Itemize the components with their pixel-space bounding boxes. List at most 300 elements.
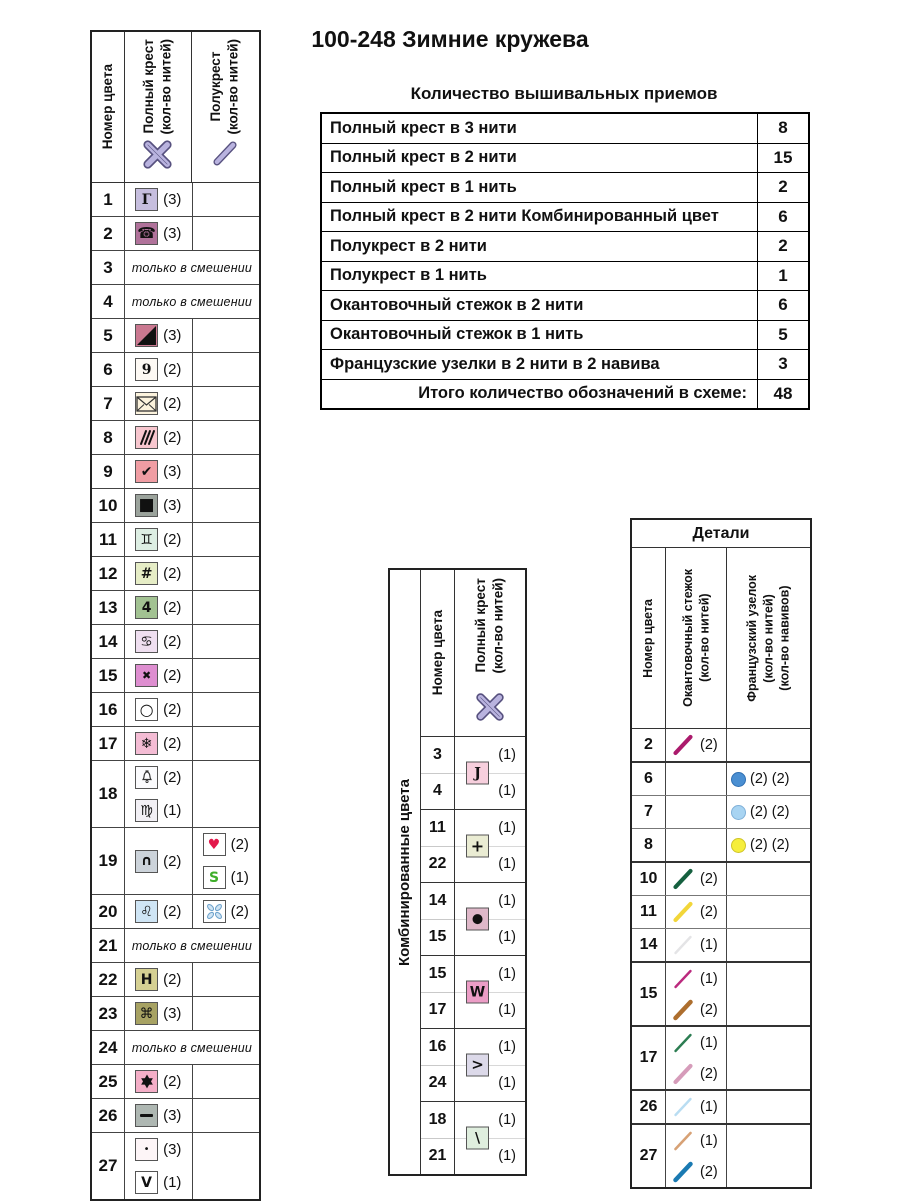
legend-half-cross-cell	[193, 217, 260, 250]
legend-entry	[125, 523, 192, 556]
stitch-symbol-glyph: ♊	[140, 531, 153, 548]
stitch-symbol	[466, 762, 489, 785]
legend-half-cross-cell	[193, 693, 260, 726]
combined-group-numbers	[421, 810, 455, 882]
thread-count: (3)	[163, 497, 182, 514]
legend-color-number: 17	[92, 727, 125, 760]
envelope-icon	[136, 396, 157, 412]
thread-count: (2)	[700, 871, 718, 887]
full-cross-icon	[140, 137, 175, 172]
legend-color-number: 24	[92, 1031, 125, 1064]
vertical-header-line: (кол-во нитей)	[491, 578, 506, 674]
legend-color-number: 13	[92, 591, 125, 624]
counts-row-value: 6	[757, 291, 808, 320]
legend-row	[92, 250, 259, 284]
details-backstitch-cell	[666, 829, 727, 861]
backstitch-stroke-icon	[670, 1094, 696, 1120]
legend-full-cross-cell	[125, 659, 193, 692]
lines3-symbol	[135, 426, 158, 449]
counts-row	[322, 172, 808, 202]
legend-half-cross-cell	[193, 727, 260, 760]
stitch-symbol-glyph: 4	[141, 599, 152, 616]
legend-full-cross-cell	[125, 319, 193, 352]
combined-group-row	[421, 1028, 525, 1101]
stitch-symbol-glyph: ❄	[140, 735, 153, 752]
stitch-symbol-glyph: V	[141, 1174, 152, 1191]
thread-count: (2)	[163, 599, 182, 616]
counts-row	[322, 379, 808, 409]
legend-half-cross-cell	[193, 489, 260, 522]
env-symbol	[135, 392, 158, 415]
bell-icon	[137, 768, 157, 788]
full-cross-header	[140, 39, 175, 135]
combined-group-row	[421, 809, 525, 882]
stitch-symbol-glyph: Г	[141, 191, 152, 208]
details-header-french-knot	[727, 548, 810, 728]
stitch-symbol-glyph: ♥	[207, 836, 221, 853]
counts-row	[322, 349, 808, 379]
vertical-header-line: Полный крест	[473, 578, 489, 673]
legend-full-cross-cell	[125, 828, 193, 894]
backstitch-stroke-icon	[670, 1061, 696, 1087]
counts-row-value: 15	[757, 144, 808, 173]
backstitch-entry	[666, 994, 726, 1025]
details-backstitch-cell	[666, 763, 727, 795]
combined-symbol-cell	[455, 1029, 525, 1101]
legend-entry	[193, 861, 260, 894]
legend-entry	[125, 557, 192, 590]
combined-header-color-number	[421, 570, 455, 736]
combined-color-number: 15	[421, 919, 454, 956]
thread-count: (2)	[163, 565, 182, 582]
legend-row	[92, 1030, 259, 1064]
details-row	[632, 828, 810, 861]
legend-full-cross-cell	[125, 1065, 193, 1098]
thread-count: (2)	[163, 903, 182, 920]
legend-row	[92, 928, 259, 962]
combined-symbol-cell	[455, 810, 525, 882]
details-french-knot-cell	[727, 796, 810, 828]
stitch-symbol	[135, 1138, 158, 1161]
counts-row-label: Полукрест в 2 нити	[330, 236, 487, 255]
vertical-header-line: Окантовочный стежок	[680, 569, 695, 707]
backstitch-entry	[666, 1058, 726, 1089]
counts-row-value: 2	[757, 173, 808, 202]
bar-icon	[140, 1114, 153, 1118]
details-row	[632, 1025, 810, 1089]
combined-color-number: 18	[428, 1110, 447, 1128]
thread-count: (3)	[163, 1107, 182, 1124]
details-row	[632, 1089, 810, 1123]
details-french-knot-cell	[727, 929, 810, 961]
backstitch-stroke-icon	[670, 899, 696, 925]
stitch-symbol-glyph: S	[209, 869, 220, 886]
stitch-symbol-glyph: ⌘	[139, 1005, 154, 1022]
french-knot-dot	[731, 838, 746, 853]
thread-count: (3)	[163, 1005, 182, 1022]
details-title: Детали	[632, 520, 810, 548]
vertical-header-line: Французский узелок	[745, 574, 760, 702]
thread-count: (2)	[163, 769, 182, 786]
thread-count: (1)	[498, 819, 516, 836]
legend-row	[92, 420, 259, 454]
details-french-knot-cell	[727, 896, 810, 928]
backstitch-header	[680, 569, 713, 707]
legend-color-number: 1	[92, 183, 125, 216]
legend-color-number: 4	[92, 285, 125, 318]
backstitch-entry	[666, 963, 726, 994]
vertical-header-line: (кол-во нитей)	[158, 39, 174, 135]
legend-full-cross-cell	[125, 217, 193, 250]
thread-count: (1)	[455, 773, 525, 810]
legend-color-number: 26	[92, 1099, 125, 1132]
thread-count: (2)	[163, 701, 182, 718]
details-backstitch-cell	[666, 1091, 727, 1123]
legend-row	[92, 556, 259, 590]
color-legend-table	[90, 30, 261, 1201]
legend-half-cross-cell	[193, 353, 260, 386]
legend-row	[92, 726, 259, 760]
legend-header-half-cross	[192, 32, 259, 182]
combined-symbol-cell	[455, 737, 525, 809]
legend-row	[92, 454, 259, 488]
mix-only-note: только в смешении	[131, 1040, 253, 1055]
combined-color-number: 16	[428, 1037, 447, 1055]
legend-row	[92, 386, 259, 420]
legend-half-cross-cell	[193, 761, 260, 827]
counts-row-value: 3	[757, 350, 808, 379]
legend-row	[92, 352, 259, 386]
details-backstitch-cell	[666, 863, 727, 895]
half-cross-icon-wrap	[209, 137, 241, 174]
stitch-symbol	[466, 1054, 489, 1077]
counts-row-label: Окантовочный стежок в 1 нить	[330, 325, 584, 344]
thread-count: (2)	[163, 971, 182, 988]
combined-color-number: 17	[421, 992, 454, 1029]
stitch-symbol-glyph: ♍	[140, 802, 153, 819]
legend-color-number: 27	[92, 1133, 125, 1199]
thread-count: (1)	[455, 919, 525, 956]
combined-group-row	[421, 737, 525, 809]
legend-half-cross-cell	[193, 1133, 260, 1199]
french-knot-dot	[731, 805, 746, 820]
legend-entry	[193, 828, 260, 861]
stitch-symbol	[135, 222, 158, 245]
backstitch-stroke-icon	[670, 966, 696, 992]
stitch-symbol-glyph: >	[471, 1055, 484, 1074]
counts-row	[322, 114, 808, 143]
counts-row-label: Полный крест в 2 нити	[330, 148, 517, 167]
details-french-knot-cell	[727, 729, 810, 761]
combined-symbol-cell	[455, 956, 525, 1028]
details-row	[632, 861, 810, 895]
combined-colors-label	[395, 779, 415, 966]
backstitch-stroke-icon	[670, 1159, 696, 1185]
legend-full-cross-cell	[125, 421, 193, 454]
combined-header	[421, 570, 525, 737]
legend-color-number: 16	[92, 693, 125, 726]
counts-row	[322, 320, 808, 350]
french-knot-entry	[727, 829, 810, 861]
details-row	[632, 1123, 810, 1187]
stitch-symbol-glyph: ☎	[137, 224, 156, 242]
details-backstitch-cell	[666, 963, 727, 1025]
legend-half-cross-cell	[193, 625, 260, 658]
vertical-header-line: Номер цвета	[641, 598, 656, 678]
legend-row	[92, 183, 259, 216]
tri-symbol	[135, 324, 158, 347]
legend-entry	[125, 591, 192, 624]
stitch-symbol-glyph: ●	[471, 911, 484, 927]
details-french-knot-cell	[727, 829, 810, 861]
stitch-symbol-glyph: ○	[139, 699, 154, 719]
combined-color-number: 24	[421, 1065, 454, 1102]
combined-group-numbers	[421, 1029, 455, 1101]
counts-row-label: Полный крест в 3 нити	[330, 118, 517, 137]
thread-count: (2)	[230, 903, 249, 920]
legend-half-cross-cell	[193, 523, 260, 556]
backstitch-entry	[666, 896, 726, 928]
combined-group-row	[421, 955, 525, 1028]
combined-colors-table	[388, 568, 527, 1176]
stitch-symbol	[466, 1127, 489, 1150]
legend-entry	[125, 387, 192, 420]
legend-entry	[125, 963, 192, 996]
combined-group-row	[421, 1101, 525, 1174]
legend-entry	[125, 319, 192, 352]
legend-full-cross-cell	[125, 387, 193, 420]
legend-color-number: 15	[92, 659, 125, 692]
thread-count: (2)	[230, 836, 249, 853]
legend-full-cross-cell	[125, 523, 193, 556]
thread-count: (1)	[700, 1034, 718, 1051]
combined-group-numbers	[421, 956, 455, 1028]
stitch-symbol	[135, 460, 158, 483]
stitch-symbol	[466, 981, 489, 1004]
thread-count: (1)	[700, 1099, 718, 1115]
stitch-symbol	[135, 528, 158, 551]
details-row	[632, 761, 810, 795]
legend-row	[92, 624, 259, 658]
thread-count: (3)	[163, 1141, 182, 1158]
stitch-symbol-glyph: H	[140, 971, 153, 988]
vertical-header-line: (кол-во навивов)	[777, 585, 792, 691]
thread-count: (2)	[163, 633, 182, 650]
combined-color-number: 3	[433, 745, 442, 763]
legend-color-number: 14	[92, 625, 125, 658]
legend-entry	[125, 997, 192, 1030]
backstitch-stroke-icon	[670, 1128, 696, 1154]
legend-row	[92, 1064, 259, 1098]
details-backstitch-cell	[666, 729, 727, 761]
legend-header-color-number	[92, 32, 125, 182]
legend-row	[92, 488, 259, 522]
counts-row-label: Французские узелки в 2 нити в 2 навива	[330, 354, 660, 373]
legend-color-number: 20	[92, 895, 125, 928]
legend-full-cross-cell	[125, 455, 193, 488]
thread-count: (2)	[700, 1065, 718, 1082]
details-color-number: 27	[632, 1125, 666, 1187]
thread-count: (2)	[163, 852, 182, 870]
vertical-header-line: Полный крест	[141, 39, 157, 134]
stitch-symbol	[466, 908, 489, 931]
half-cross-icon	[209, 137, 241, 169]
details-backstitch-cell	[666, 1125, 727, 1187]
stitch-symbol	[135, 188, 158, 211]
triple-lines-icon	[136, 427, 157, 448]
legend-full-cross-cell	[125, 353, 193, 386]
half-cross-header	[207, 39, 242, 135]
legend-half-cross-cell	[193, 183, 260, 216]
details-color-number: 11	[632, 896, 666, 928]
legend-entry	[125, 659, 192, 692]
legend-full-cross-cell	[125, 489, 193, 522]
thread-count: (2)	[163, 395, 182, 412]
details-row	[632, 928, 810, 961]
combined-color-number: 14	[428, 891, 447, 909]
backstitch-stroke-icon	[670, 732, 696, 758]
thread-count: (3)	[163, 225, 182, 242]
mix-only-note: только в смешении	[131, 294, 253, 309]
backstitch-entry	[666, 1156, 726, 1187]
counts-row	[322, 261, 808, 291]
counts-row-value: 2	[757, 232, 808, 261]
legend-color-number: 3	[92, 251, 125, 284]
thread-count: (3)	[163, 191, 182, 208]
stitch-symbol	[135, 732, 158, 755]
stitch-symbol	[135, 596, 158, 619]
backstitch-entry	[666, 729, 726, 761]
thread-count: (1)	[700, 1132, 718, 1149]
thread-count: (1)	[163, 802, 182, 819]
pin-symbol	[203, 900, 226, 923]
thread-count: (2) (2)	[750, 837, 790, 853]
legend-entry	[125, 828, 192, 894]
combined-symbol-cell	[455, 1102, 525, 1174]
details-table	[630, 518, 812, 1189]
legend-row	[92, 1098, 259, 1132]
details-backstitch-cell	[666, 896, 727, 928]
backstitch-stroke-icon	[670, 866, 696, 892]
legend-header	[92, 32, 259, 183]
legend-color-number: 19	[92, 828, 125, 894]
legend-entry	[125, 353, 192, 386]
vertical-header-line: (кол-во нитей)	[761, 593, 776, 683]
legend-row	[92, 962, 259, 996]
counts-row-value: 48	[757, 380, 808, 409]
details-color-number: 14	[632, 929, 666, 961]
legend-color-number: 8	[92, 421, 125, 454]
full-cross-header	[472, 578, 507, 674]
legend-entry	[125, 183, 192, 216]
thread-count: (1)	[700, 970, 718, 987]
full-cross-icon	[473, 690, 507, 724]
counts-row-label: Полный крест в 1 нить	[330, 177, 517, 196]
legend-half-cross-cell	[193, 591, 260, 624]
thread-count: (1)	[455, 992, 525, 1029]
thread-count: (2)	[700, 737, 718, 753]
legend-row	[92, 827, 259, 894]
thread-count: (1)	[498, 1038, 516, 1055]
counts-row-label: Итого количество обозначений в схеме:	[418, 384, 747, 403]
legend-row	[92, 1132, 259, 1199]
legend-full-cross-cell	[125, 963, 193, 996]
combined-group-numbers	[421, 883, 455, 955]
details-color-number: 15	[632, 963, 666, 1025]
vertical-header-line: (кол-во нитей)	[697, 593, 711, 683]
mix-only-note: только в смешении	[131, 260, 253, 275]
legend-full-cross-cell	[125, 183, 193, 216]
color-number-header	[99, 64, 117, 149]
details-backstitch-cell	[666, 929, 727, 961]
french-knot-dot	[731, 772, 746, 787]
counts-row	[322, 231, 808, 261]
legend-entry	[125, 1166, 192, 1199]
legend-color-number: 18	[92, 761, 125, 827]
thread-count: (1)	[455, 846, 525, 883]
french-knot-entry	[727, 763, 810, 795]
stitch-symbol-glyph: ∩	[140, 853, 153, 869]
pinwheel-flower-icon	[204, 901, 225, 922]
legend-row	[92, 590, 259, 624]
combined-colors-label-cell	[390, 570, 421, 1174]
legend-half-cross-cell	[193, 557, 260, 590]
backstitch-entry	[666, 1125, 726, 1156]
thread-count: (2)	[700, 904, 718, 920]
legend-row	[92, 216, 259, 250]
details-french-knot-cell	[727, 1091, 810, 1123]
full-cross-icon-wrap	[473, 690, 507, 729]
legend-half-cross-cell	[193, 828, 260, 894]
legend-color-number: 7	[92, 387, 125, 420]
vertical-header-line: Полукрест	[208, 51, 224, 122]
backstitch-entry	[666, 1091, 726, 1123]
legend-entry	[125, 1065, 192, 1098]
color-number-header	[640, 599, 656, 678]
details-color-number: 6	[632, 763, 666, 795]
stitch-symbol	[135, 630, 158, 653]
details-row	[632, 961, 810, 1025]
legend-header-full-cross	[125, 32, 192, 182]
stitch-symbol-glyph: •	[143, 1143, 150, 1155]
legend-row	[92, 760, 259, 827]
stitch-symbol	[135, 900, 158, 923]
legend-full-cross-cell	[125, 997, 193, 1030]
legend-entry	[125, 455, 192, 488]
combined-color-number: 21	[421, 1138, 454, 1175]
legend-full-cross-cell	[125, 591, 193, 624]
page-title: 100-248 Зимние кружева	[311, 26, 589, 52]
counts-row	[322, 143, 808, 173]
stitch-symbol-glyph: ♌	[140, 903, 153, 920]
stitch-symbol-glyph: ✔	[140, 463, 153, 480]
stitch-symbol	[135, 1002, 158, 1025]
thread-count: (2)	[163, 667, 182, 684]
full-cross-icon-wrap	[140, 137, 175, 177]
thread-count: (2) (2)	[750, 804, 790, 820]
combined-group-row	[421, 882, 525, 955]
backstitch-entry	[666, 1027, 726, 1058]
vertical-header-line: Номер цвета	[429, 610, 445, 696]
legend-half-cross-cell	[193, 997, 260, 1030]
vertical-header-line: (кол-во нитей)	[225, 39, 241, 135]
counts-row-value: 6	[757, 203, 808, 232]
legend-row	[92, 522, 259, 556]
legend-row	[92, 658, 259, 692]
legend-full-cross-cell	[125, 693, 193, 726]
legend-color-number: 10	[92, 489, 125, 522]
stitch-symbol-glyph: J	[474, 765, 481, 781]
